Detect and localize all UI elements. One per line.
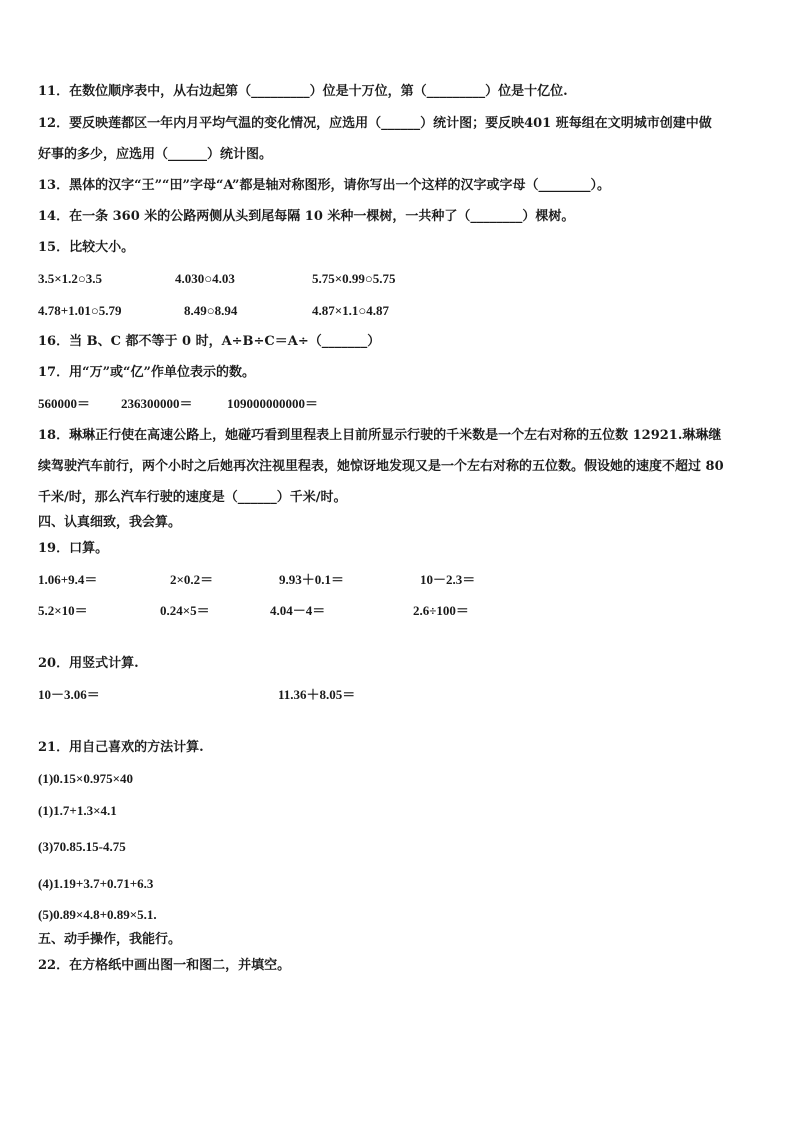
mental-calc-item: 10－2.3＝ <box>420 572 476 587</box>
compare-item: 4.030○4.03 <box>175 271 235 286</box>
question-21: 21．用自己喜欢的方法计算. <box>38 740 204 755</box>
question-18-line-2: 续驾驶汽车前行，两个小时之后她再次注视里程表，她惊讶地发现又是一个左右对称的五位数。假设她的速度不超过 80 <box>38 459 724 474</box>
vertical-calc-item: 10－3.06＝ <box>38 687 100 702</box>
mental-calc-item: 1.06+9.4＝ <box>38 572 98 587</box>
free-calc-item: (1)0.15×0.975×40 <box>38 771 133 786</box>
section-4-heading: 四、认真细致，我会算。 <box>38 515 182 530</box>
question-17: 17．用“万”或“亿”作单位表示的数。 <box>38 365 256 380</box>
question-12-line-2: 好事的多少，应选用（______）统计图。 <box>38 147 273 162</box>
compare-item: 8.49○8.94 <box>184 303 238 318</box>
mental-calc-item: 4.04－4＝ <box>270 603 326 618</box>
free-calc-item: (3)70.85.15-4.75 <box>38 839 126 854</box>
mental-calc-item: 2×0.2＝ <box>170 572 214 587</box>
unit-item: 109000000000＝ <box>227 396 319 411</box>
mental-calc-item: 5.2×10＝ <box>38 603 88 618</box>
question-15: 15．比较大小。 <box>38 240 135 255</box>
unit-item: 560000＝ <box>38 396 91 411</box>
compare-item: 4.87×1.1○4.87 <box>312 303 390 318</box>
question-14: 14．在一条 360 米的公路两侧从头到尾每隔 10 米种一棵树，一共种了（________）棵树。 <box>38 209 575 224</box>
mental-calc-item: 2.6÷100＝ <box>413 603 469 618</box>
question-22: 22．在方格纸中画出图一和图二，并填空。 <box>38 958 291 973</box>
question-12-line-1: 12．要反映莲都区一年内月平均气温的变化情况，应选用（______）统计图；要反映401 班每组在文明城市创建中做 <box>38 116 712 131</box>
free-calc-item: (1)1.7+1.3×4.1 <box>38 803 117 818</box>
mental-calc-item: 0.24×5＝ <box>160 603 210 618</box>
section-5-heading: 五、动手操作，我能行。 <box>38 932 182 947</box>
free-calc-item: (4)1.19+3.7+0.71+6.3 <box>38 876 154 891</box>
question-20: 20．用竖式计算. <box>38 656 139 671</box>
compare-item: 4.78+1.01○5.79 <box>38 303 122 318</box>
compare-item: 3.5×1.2○3.5 <box>38 271 103 286</box>
question-18-line-1: 18．琳琳正行使在高速公路上，她碰巧看到里程表上目前所显示行驶的千米数是一个左右对称的五位数 12921.琳琳继 <box>38 428 722 443</box>
question-18-line-3: 千米/时，那么汽车行驶的速度是（______）千米/时。 <box>38 490 347 505</box>
unit-item: 236300000＝ <box>121 396 193 411</box>
question-13: 13．黑体的汉字“王”“田”字母“A”都是轴对称图形，请你写出一个这样的汉字或字母（________）。 <box>38 178 611 193</box>
compare-item: 5.75×0.99○5.75 <box>312 271 396 286</box>
question-11: 11．在数位顺序表中，从右边起第（_________）位是十万位，第（_________）位是十亿位. <box>38 84 568 99</box>
mental-calc-item: 9.93＋0.1＝ <box>279 572 345 587</box>
free-calc-item: (5)0.89×4.8+0.89×5.1. <box>38 907 157 922</box>
question-16: 16．当 B、C 都不等于 0 时，A÷B÷C＝A÷（_______） <box>38 334 381 349</box>
question-19: 19．口算。 <box>38 541 109 556</box>
vertical-calc-item: 11.36＋8.05＝ <box>278 687 356 702</box>
